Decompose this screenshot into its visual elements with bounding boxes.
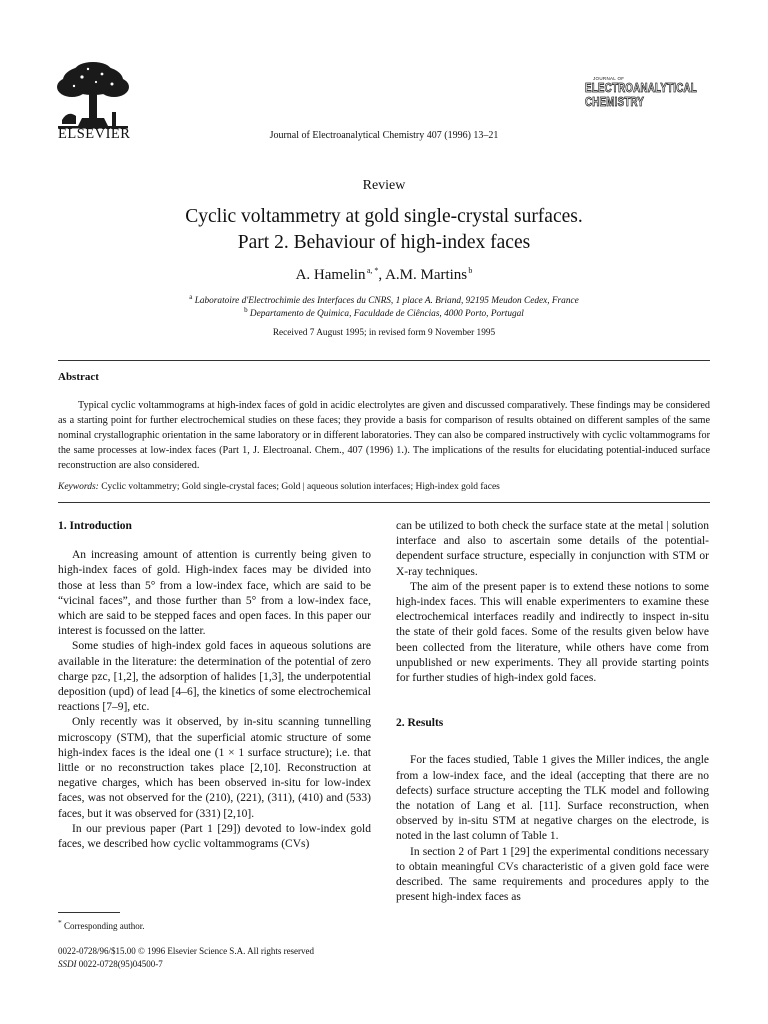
keywords (58, 482, 710, 492)
publisher-name: ELSEVIER (58, 126, 131, 142)
elsevier-tree-logo (52, 60, 134, 130)
right-column (396, 519, 709, 905)
affiliation-b (0, 306, 768, 319)
section-heading-introduction: 1. Introduction (58, 520, 132, 532)
title-line-1: Cyclic voltammetry at gold single-crystal surfaces. (185, 206, 583, 227)
journal-logo-small-text: JOURNAL OF (593, 76, 625, 81)
author-2: A.M. Martins (385, 267, 468, 283)
article-type: Review (362, 178, 406, 193)
footnote-text: Corresponding author. (64, 921, 145, 931)
paragraph: Only recently was it observed, by in-situ scanning tunnelling microscopy (STM), that the superficial atomic structure of some high-index faces is the ideal one (1 × 1 surface structure); i.e. that little or no reconstruction takes place [2,10]. Reconstruction at negative charges, which has been observed in-situ for low-index faces, was not observed for the (210), (221), (311), (410) and (533) faces, but it was observed for (331) [2,10]. (58, 716, 371, 820)
paragraph: An increasing amount of attention is currently being given to high-index faces of gold. High-index faces may be divided into those at less than 5° from a low-index face, which are said to be “vicinal faces”, and those further than 5° from a low-index face, which are said to be stepped faces and open faces. In this paper our interest is focussed on the latter. (58, 549, 371, 638)
paragraph: The aim of the present paper is to extend these notions to some high-index faces. This will enable experimenters to examine these electrochemical interfaces readily and indirectly to inspect in-situ the state of their gold faces. Some of the results given below have been collected from the literature, while others have come from unpublished or new experiments. They all provide starting points for further studies of high-index gold faces. (396, 580, 709, 685)
ssdi-label: SSDI (58, 959, 77, 969)
abstract-body (58, 398, 710, 473)
author-2-marker: b (468, 266, 473, 275)
keywords-label: Keywords: (58, 482, 99, 492)
divider (58, 502, 710, 503)
journal-logo-line2: CHEMISTRY (585, 95, 645, 109)
author-1-marker: a, * (366, 266, 379, 275)
journal-citation: Journal of Electroanalytical Chemistry 407 (1996) 13–21 (269, 130, 499, 141)
affiliation-a (0, 293, 768, 306)
paragraph-continuation: can be utilized to both check the surface state at the metal | solution interface and also to ascertain some details of the potential-dependent surface structure, especially in conjunction with STM or X-ray techniques. (396, 520, 709, 578)
section-heading-results: 2. Results (396, 717, 444, 730)
ssdi-value: 0022-0728(95)04500-7 (78, 959, 163, 969)
author-separator: , (378, 267, 386, 283)
footnote-marker: * (58, 918, 62, 927)
journal-logo (585, 76, 700, 109)
affiliation-a-text: Laboratoire d'Electrochimie des Interfaces du CNRS, 1 place A. Briand, 92195 Meudon Cedex, France (194, 296, 579, 307)
copyright-line: 0022-0728/96/$15.00 © 1996 Elsevier Science S.A. All rights reserved (58, 946, 315, 956)
paragraph: In section 2 of Part 1 [29] the experimental conditions necessary to obtain meaningful CVs characteristic of a given gold face were described. The same requirements and procedures apply to the present high-index faces as (396, 845, 709, 904)
journal-logo-line1: ELECTROANALYTICAL (585, 81, 697, 95)
affiliation-b-text: Departamento de Quimica, Faculdade de Ciências, 4000 Porto, Portugal (249, 309, 524, 320)
received-dates: Received 7 August 1995; in revised form 9 November 1995 (272, 328, 496, 338)
author-1: A. Hamelin (295, 267, 366, 283)
title-line-2: Part 2. Behaviour of high-index faces (237, 232, 531, 253)
affiliation-a-marker: a (189, 293, 193, 301)
author-list (0, 266, 768, 284)
divider (58, 360, 710, 361)
affiliation-b-marker: b (244, 306, 248, 314)
copyright-block (58, 945, 314, 971)
footnote (58, 918, 145, 931)
footnote-rule (58, 912, 120, 913)
abstract-paragraph: Typical cyclic voltammograms at high-index faces of gold in acidic electrolytes are given and discussed comparatively. These findings may be considered as a starting point for further electrochemical studies on these faces; they provide a basis for comparison of results obtained on different samples of the same nominal crystallographic orientation in the same laboratory or in different laboratories. They can also be compared instructively with cyclic voltammograms for the same processes at low-index faces (Part 1, J. Electroanal. Chem., 407 (1996) 1.). The implications of the results for elucidating potential-induced surface reconstruction are also considered. (58, 400, 710, 471)
paragraph: In our previous paper (Part 1 [29]) devoted to low-index gold faces, we described how cyclic voltammograms (CVs) (58, 822, 371, 851)
abstract-heading: Abstract (58, 371, 99, 383)
left-column (58, 519, 371, 852)
paragraph: For the faces studied, Table 1 gives the Miller indices, the angle from a low-index face, and the ideal (accepting that there are no defects) surface structure accepting the TLK model and following the notation of Lang et al. [11]. Surface reconstruction, when observed by in-situ STM at negative charges on the electrode, is noted in the last column of Table 1. (396, 754, 709, 843)
paragraph: Some studies of high-index gold faces in aqueous solutions are available in the literature: the determination of the potential of zero charge pzc, [1,2], the adsorption of halides [1,3], the underpotential deposition (upd) of lead [4–6], the kinetics of some electrochemical reactions [7–9], etc. (58, 640, 371, 714)
article-title (0, 204, 768, 256)
keywords-text: Cyclic voltammetry; Gold single-crystal faces; Gold | aqueous solution interfaces; High-index gold faces (101, 482, 500, 492)
ssdi-line (58, 958, 314, 971)
